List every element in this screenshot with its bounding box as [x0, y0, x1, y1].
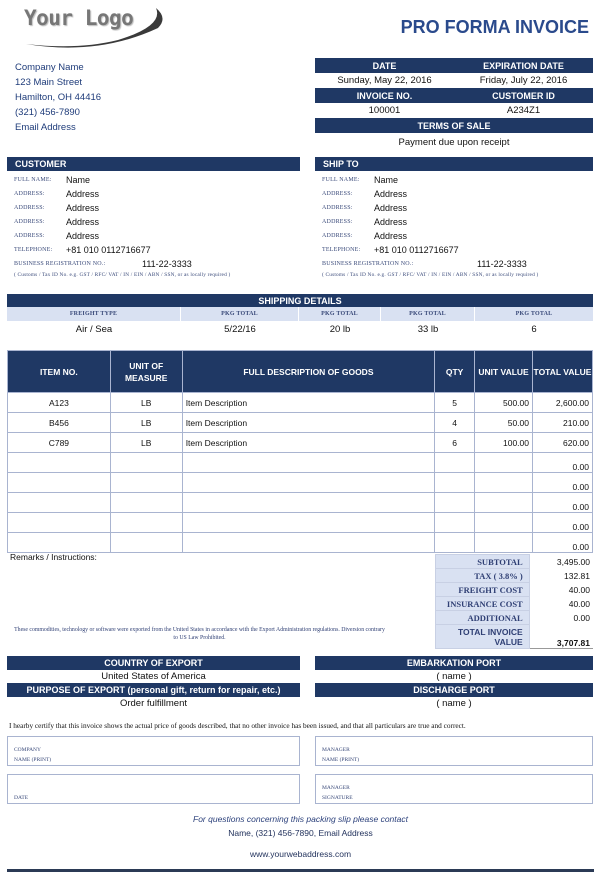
cell-unit-value[interactable]	[475, 473, 533, 493]
cell-unit-of-measure[interactable]: LB	[110, 433, 182, 453]
shipping-pkg-4: 6	[531, 323, 537, 335]
subtotal-value: 3,495.00	[556, 556, 590, 567]
expiration-value: Friday, July 22, 2016	[479, 75, 568, 86]
ship-to-header: SHIP TO	[315, 157, 593, 171]
cell-unit-value[interactable]: 500.00	[475, 393, 533, 413]
company-city: Hamilton, OH 44416	[15, 92, 102, 103]
ship-address-2: Address	[374, 203, 408, 213]
customer-telephone-label: TELEPHONE:	[14, 247, 53, 253]
customer-address-label: ADDRESS:	[14, 191, 45, 197]
shipping-col-pkg-1: PKG TOTAL	[181, 307, 299, 321]
shipping-pkg-2: 20 lb	[329, 323, 351, 335]
ship-address-label: ADDRESS:	[322, 205, 353, 211]
cell-description[interactable]: Item Description	[182, 433, 434, 453]
items-header-row	[8, 351, 593, 393]
company-label: COMPANY	[14, 747, 42, 753]
insurance-cost-value[interactable]: 40.00	[568, 598, 590, 609]
cell-unit-of-measure[interactable]	[110, 533, 182, 553]
shipping-col-pkg-2: PKG TOTAL	[299, 307, 381, 321]
remarks-label: Remarks / Instructions:	[10, 552, 97, 562]
company-email[interactable]: Email Address	[15, 122, 76, 133]
cell-item-no[interactable]: C789	[8, 433, 111, 453]
cell-total-value[interactable]: 620.00	[533, 433, 593, 453]
cell-unit-of-measure[interactable]: LB	[110, 413, 182, 433]
shipping-pkg-1: 5/22/16	[224, 323, 256, 335]
country-of-export-label: COUNTRY OF EXPORT	[7, 656, 300, 670]
footer-contact: Name, (321) 456-7890, Email Address	[228, 828, 373, 838]
manager-name-print-label: NAME (PRINT)	[322, 757, 360, 763]
table-row	[8, 493, 593, 513]
cell-total-value[interactable]: 0.00	[533, 513, 593, 533]
embarkation-port-value: ( name )	[436, 671, 472, 682]
col-description: FULL DESCRIPTION OF GOODS	[182, 351, 434, 393]
cell-total-value[interactable]: 0.00	[533, 533, 593, 553]
embarkation-port-label: EMBARKATION PORT	[315, 656, 593, 670]
col-total-value: TOTAL VALUE	[533, 351, 593, 393]
cell-description[interactable]: Item Description	[182, 413, 434, 433]
cell-description[interactable]: Item Description	[182, 393, 434, 413]
ship-telephone: +81 010 0112716677	[374, 245, 459, 255]
customer-full-name-label: FULL NAME:	[14, 177, 52, 183]
total-invoice-value: 3,707.81	[529, 625, 593, 649]
cell-total-value[interactable]: 0.00	[533, 473, 593, 493]
invoice-meta	[315, 58, 593, 153]
items-table	[7, 350, 593, 553]
tax-label: TAX ( 3.8% )	[436, 569, 530, 583]
cell-item-no[interactable]	[8, 473, 111, 493]
ship-address-label: ADDRESS:	[322, 191, 353, 197]
cell-unit-of-measure[interactable]	[110, 473, 182, 493]
manager-sig-label: MANAGER	[322, 785, 350, 791]
footer-divider	[7, 869, 594, 872]
cell-qty[interactable]	[435, 473, 475, 493]
cell-item-no[interactable]	[8, 533, 111, 553]
col-unit-of-measure: UNIT OF MEASURE	[110, 351, 182, 393]
logo	[18, 4, 168, 52]
cell-item-no[interactable]	[8, 453, 111, 473]
customer-id-label: CUSTOMER ID	[454, 88, 593, 103]
customer-section	[7, 157, 300, 280]
col-qty: QTY	[435, 351, 475, 393]
date-label: DATE	[315, 58, 454, 73]
customer-reg-value: 111-22-3333	[142, 259, 192, 269]
shipping-col-freight: FREIGHT TYPE	[7, 307, 181, 321]
cell-unit-value[interactable]	[475, 533, 533, 553]
shipping-col-pkg-3: PKG TOTAL	[381, 307, 475, 321]
footer-question: For questions concerning this packing slip please contact	[193, 814, 408, 824]
date-label: DATE	[14, 795, 29, 801]
certification-text: I hearby certify that this invoice shows the actual price of goods described, that no other invoice has been issued, and that all particulars are true and correct.	[9, 721, 466, 730]
table-row	[8, 433, 593, 453]
table-row	[8, 513, 593, 533]
cell-total-value[interactable]: 2,600.00	[533, 393, 593, 413]
company-phone: (321) 456-7890	[15, 107, 80, 118]
export-notice: These commodities, technology or software were exported from the United States in accordance with the Export Administration regulations. Diversion contrary to US Law Prohibited.	[14, 627, 385, 641]
purpose-of-export-value: Order fulfillment	[119, 698, 188, 709]
shipping-details	[7, 294, 593, 337]
cell-qty[interactable]	[435, 513, 475, 533]
cell-unit-value[interactable]	[475, 453, 533, 473]
ship-address-label: ADDRESS:	[322, 233, 353, 239]
company-name-print-field[interactable]	[7, 736, 300, 766]
footer-web-link[interactable]: www.yourwebaddress.com	[249, 849, 352, 859]
customer-address-2: Address	[66, 203, 100, 213]
discharge-port-value: ( name )	[436, 698, 472, 709]
totals-table	[435, 554, 593, 649]
additional-label: ADDITIONAL	[436, 611, 530, 625]
cell-description[interactable]	[182, 453, 434, 473]
company-name: Company Name	[15, 62, 84, 73]
cell-total-value[interactable]: 210.00	[533, 413, 593, 433]
ship-reg-value: 111-22-3333	[477, 259, 527, 269]
cell-qty[interactable]: 5	[435, 393, 475, 413]
customer-address-4: Address	[66, 231, 100, 241]
cell-unit-of-measure[interactable]	[110, 453, 182, 473]
manager-signature-field[interactable]	[315, 774, 593, 804]
ship-address-4: Address	[374, 231, 408, 241]
cell-total-value[interactable]: 0.00	[533, 493, 593, 513]
invoice-no-value: 100001	[368, 105, 401, 116]
cell-qty[interactable]	[435, 493, 475, 513]
customer-address-3: Address	[66, 217, 100, 227]
freight-cost-label: FREIGHT COST	[436, 583, 530, 597]
cell-total-value[interactable]: 0.00	[533, 453, 593, 473]
insurance-cost-label: INSURANCE COST	[436, 597, 530, 611]
cell-qty[interactable]	[435, 533, 475, 553]
total-invoice-label-line2: VALUE	[494, 636, 523, 647]
discharge-port-label: DISCHARGE PORT	[315, 683, 593, 697]
cell-unit-value[interactable]	[475, 513, 533, 533]
cell-unit-of-measure[interactable]	[110, 513, 182, 533]
freight-cost-value[interactable]: 40.00	[568, 584, 590, 595]
subtotal-label: SUBTOTAL	[436, 555, 530, 569]
cell-item-no[interactable]	[8, 493, 111, 513]
col-unit-value: UNIT VALUE	[475, 351, 533, 393]
total-invoice-label-line1: TOTAL INVOICE	[458, 626, 523, 637]
cell-qty[interactable]: 4	[435, 413, 475, 433]
table-row	[8, 453, 593, 473]
date-field[interactable]	[7, 774, 300, 804]
cell-unit-value[interactable]: 100.00	[475, 433, 533, 453]
cell-unit-of-measure[interactable]: LB	[110, 393, 182, 413]
cell-qty[interactable]	[435, 453, 475, 473]
cell-item-no[interactable]: A123	[8, 393, 111, 413]
cell-item-no[interactable]	[8, 513, 111, 533]
date-value: Sunday, May 22, 2016	[337, 75, 432, 86]
cell-unit-of-measure[interactable]	[110, 493, 182, 513]
shipping-freight-type: Air / Sea	[75, 323, 113, 335]
signature-label: SIGNATURE	[322, 795, 353, 801]
shipping-pkg-3: 33 lb	[417, 323, 439, 335]
customer-address-label: ADDRESS:	[14, 219, 45, 225]
cell-qty[interactable]: 6	[435, 433, 475, 453]
cell-description[interactable]	[182, 473, 434, 493]
table-row	[8, 393, 593, 413]
customer-full-name: Name	[66, 175, 91, 185]
ship-to-section	[315, 157, 593, 280]
cell-unit-value[interactable]	[475, 493, 533, 513]
cell-description[interactable]	[182, 533, 434, 553]
ship-address-label: ADDRESS:	[322, 219, 353, 225]
export-section	[7, 656, 593, 710]
expiration-label: EXPIRATION DATE	[454, 58, 593, 73]
ship-address-3: Address	[374, 217, 408, 227]
manager-name-print-field[interactable]	[315, 736, 593, 766]
cell-item-no[interactable]: B456	[8, 413, 111, 433]
shipping-col-pkg-4: PKG TOTAL	[515, 311, 553, 317]
table-row	[8, 413, 593, 433]
ship-telephone-label: TELEPHONE:	[322, 247, 361, 253]
col-item-no: ITEM NO.	[8, 351, 111, 393]
customer-reg-label: BUSINESS REGISTRATION NO.:	[14, 261, 106, 267]
shipping-header: SHIPPING DETAILS	[7, 294, 593, 307]
ship-full-name: Name	[374, 175, 399, 185]
page-title: PRO FORMA INVOICE	[400, 17, 589, 37]
name-print-label: NAME (PRINT)	[14, 757, 52, 763]
country-of-export-value: United States of America	[101, 671, 206, 682]
terms-value: Payment due upon receipt	[398, 137, 510, 148]
customer-telephone: +81 010 0112716677	[66, 245, 151, 255]
purpose-of-export-label: PURPOSE OF EXPORT (personal gift, return for repair, etc.)	[7, 683, 300, 697]
invoice-no-label: INVOICE NO.	[315, 88, 454, 103]
customer-reg-note: ( Customs / Tax ID No. e.g. GST / RFC/ VAT / IN / EIN / ABN / SSN, or as locally required )	[14, 272, 231, 278]
tax-value: 132.81	[564, 570, 590, 581]
ship-reg-note: ( Customs / Tax ID No. e.g. GST / RFC/ VAT / IN / EIN / ABN / SSN, or as locally required )	[322, 272, 539, 278]
ship-full-name-label: FULL NAME:	[322, 177, 360, 183]
additional-value[interactable]: 0.00	[573, 612, 590, 623]
company-info	[15, 60, 101, 135]
customer-header: CUSTOMER	[7, 157, 300, 171]
table-row	[8, 533, 593, 553]
customer-id-value: A234Z1	[506, 105, 541, 116]
cell-unit-value[interactable]: 50.00	[475, 413, 533, 433]
logo-text: Your Logo	[24, 6, 134, 30]
total-invoice-label	[436, 625, 530, 649]
table-row	[8, 473, 593, 493]
remarks-input[interactable]	[10, 568, 430, 618]
customer-address-label: ADDRESS:	[14, 233, 45, 239]
customer-address-1: Address	[66, 189, 100, 199]
manager-label: MANAGER	[322, 747, 350, 753]
ship-address-1: Address	[374, 189, 408, 199]
customer-address-label: ADDRESS:	[14, 205, 45, 211]
ship-reg-label: BUSINESS REGISTRATION NO.:	[322, 261, 414, 267]
cell-description[interactable]	[182, 493, 434, 513]
cell-description[interactable]	[182, 513, 434, 533]
company-street: 123 Main Street	[15, 77, 83, 88]
terms-label: TERMS OF SALE	[315, 118, 593, 133]
